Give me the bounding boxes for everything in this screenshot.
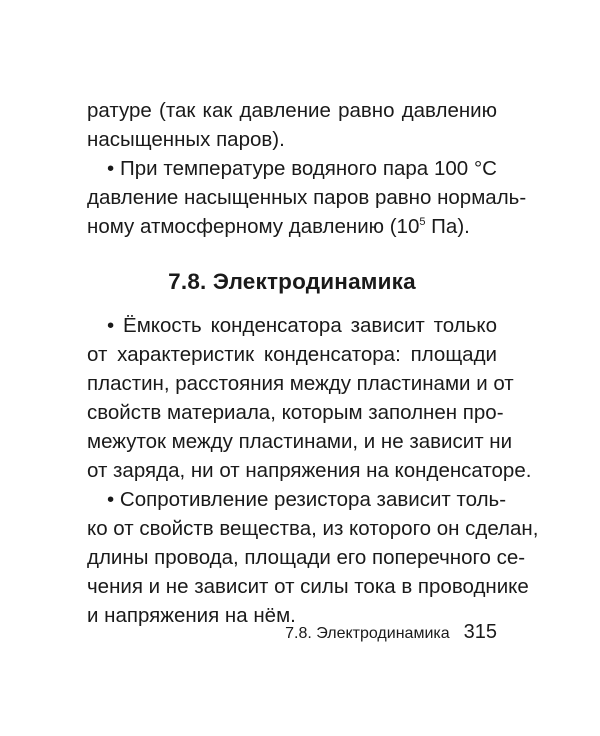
running-footer-section: 7.8. Электродинамика <box>285 625 450 642</box>
page-body <box>87 96 539 630</box>
paragraph-capacitor <box>87 311 532 485</box>
bullet-icon: • <box>107 157 115 180</box>
bullet-icon: • <box>107 314 115 337</box>
page-footer <box>270 621 497 647</box>
text-fragment: ному атмосферному давлению (10 <box>87 215 420 238</box>
text-line: пластин, расстояния между пластинами и от <box>87 372 514 395</box>
text-line: свойств материала, которым заполнен про- <box>87 401 504 424</box>
text-line: насыщенных паров). <box>87 128 285 151</box>
text-line: межуток между пластинами, и не зависит ни <box>87 430 513 453</box>
text-line: и напряжения на нём. <box>87 604 296 627</box>
text-line: ратуре (так как давление равно давлению <box>87 99 497 122</box>
text-line: длины провода, площади его поперечного се- <box>87 546 526 569</box>
text-fragment: При температуре водяного пара 100 °С <box>120 157 497 180</box>
text-line: ко от свойств вещества, из которого он сделан, <box>87 517 539 540</box>
intro-paragraph <box>87 96 497 154</box>
page-number: 315 <box>463 621 497 643</box>
text-line: от характеристик конденсатора: площади <box>87 343 497 366</box>
paragraph-temperature <box>87 154 527 241</box>
section-heading: 7.8. Электродинамика <box>168 269 416 294</box>
text-line <box>87 485 507 514</box>
text-line: чения и не зависит от силы тока в проводнике <box>87 575 529 598</box>
text-line <box>87 154 497 183</box>
text-fragment: Сопротивление резистора зависит толь- <box>119 488 507 511</box>
text-fragment: Па). <box>425 215 470 238</box>
bullet-icon: • <box>107 488 115 511</box>
paragraph-resistor <box>87 485 539 630</box>
text-line <box>87 311 497 340</box>
text-line: от заряда, ни от напряжения на конденсаторе. <box>87 459 532 482</box>
text-line <box>87 212 497 241</box>
text-line: давление насыщенных паров равно нормаль- <box>87 186 527 209</box>
text-fragment: Ёмкость конденсатора зависит только <box>123 314 497 337</box>
exponent: 5 <box>419 216 426 228</box>
